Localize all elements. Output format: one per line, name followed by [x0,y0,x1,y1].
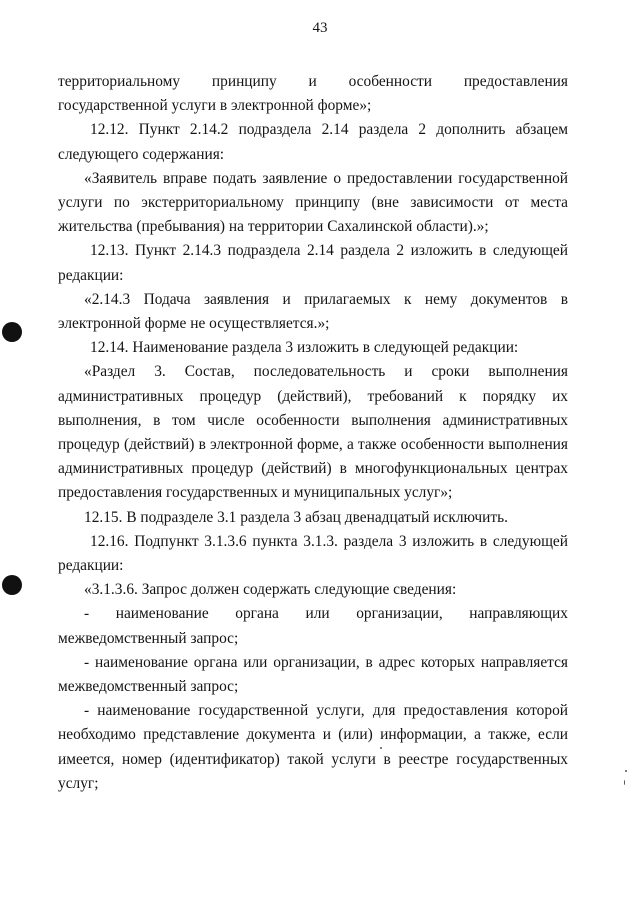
scan-speck [625,770,627,772]
paragraph-quote-2-14-3: «2.14.3 Подача заявления и прилагаемых к нему документов в электронной форме не осуществляется.»; [58,290,568,333]
document-body [0,70,640,796]
page-number: 43 [312,20,328,36]
paragraph-item-12-14: 12.14. Наименование раздела 3 изложить в следующей редакции: [90,339,519,357]
paragraph-quote-3-1-3-6: «3.1.3.6. Запрос должен содержать следующие сведения: [84,581,457,599]
punch-hole-mark [2,575,22,595]
paragraph-quote-applicant-right: «Заявитель вправе подать заявление о предоставлении государственной услуги по экстерриториальному принципу (вне зависимости от места жительства (пребывания) на территории Сахалинской области).»; [58,169,568,236]
paragraph-item-12-12: 12.12. Пункт 2.14.2 подраздела 2.14 раздела 2 дополнить абзацем следующего содержания: [58,121,568,163]
list-item-receiving-organ: - наименование органа или организации, в адрес которых направляется межведомственный запрос; [58,653,568,696]
paragraph-quote-section-3: «Раздел 3. Состав, последовательность и сроки выполнения административных процедур (действий), требований к порядку их выполнения, в том числе особенности выполнения административных процедур (действий) в электронной форме, а также особенности выполнения административных процедур (действий) в многофункциональных центрах предоставления государственных и муниципальных услуг»; [58,363,568,502]
paragraph-item-12-13: 12.13. Пункт 2.14.3 подраздела 2.14 раздела 2 изложить в следующей редакции: [58,242,568,284]
punch-hole-mark [2,322,22,342]
paragraph-item-12-15: 12.15. В подразделе 3.1 раздела 3 абзац двенадцатый исключить. [84,508,509,526]
scan-speck [624,780,625,785]
paragraph-continuation: территориальному принципу и особенности предоставления государственной услуги в электронной форме»; [58,73,568,115]
list-item-service-name: - наименование государственной услуги, для предоставления которой необходимо представление документа и (или) информации, а также, если имеется, номер (идентификатор) такой услуги в реестре государственных услуг; [58,702,568,792]
list-item-sending-organ: - наименование органа или организации, направляющих межведомственный запрос; [58,605,568,647]
scan-speck [380,747,382,749]
paragraph-item-12-16: 12.16. Подпункт 3.1.3.6 пункта 3.1.3. раздела 3 изложить в следующей редакции: [58,532,568,575]
